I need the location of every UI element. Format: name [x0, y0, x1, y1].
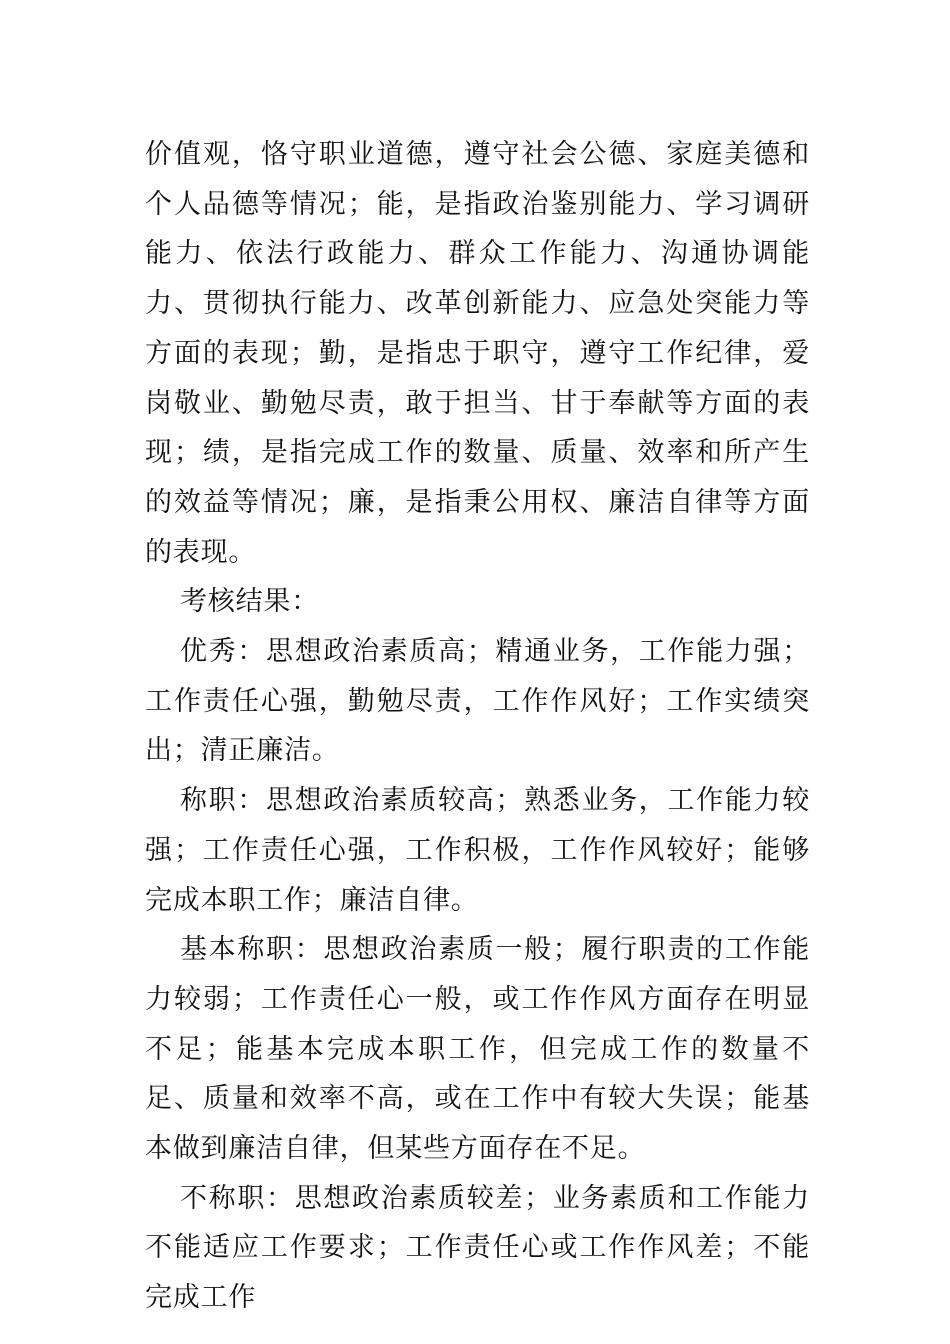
paragraph-results-heading: 考核结果：: [180, 586, 319, 618]
paragraph-basically-competent: 基本称职：思想政治素质一般；履行职责的工作能力较弱；工作责任心一般，或工作作风方面存在明显不足；能基本完成本职工作，但完成工作的数量不足、质量和效率不高，或在工作中有较大失误；能基本做到廉洁自律，但某些方面存在不足。: [145, 934, 810, 1165]
paragraph-incompetent: 不称职：思想政治素质较差；业务素质和工作能力不能适应工作要求；工作责任心或工作作风差；不能完成工作: [145, 1182, 810, 1314]
paragraph-excellent: 优秀：思想政治素质高；精通业务，工作能力强；工作责任心强，勤勉尽责，工作作风好；工作实绩突出；清正廉洁。: [145, 636, 810, 767]
paragraph-competent: 称职：思想政治素质较高；熟悉业务，工作能力较强；工作责任心强，工作积极，工作作风较好；能够完成本职工作；廉洁自律。: [145, 785, 810, 916]
paragraph-evaluation-criteria: 价值观，恪守职业道德，遵守社会公德、家庭美德和个人品德等情况；能，是指政治鉴别能力、学习调研能力、依法行政能力、群众工作能力、沟通协调能力、贯彻执行能力、改革创新能力、应急处突能力等方面的表现；勤，是指忠于职守，遵守工作纪律，爱岗敬业、勤勉尽责，敢于担当、甘于奉献等方面的表现；绩，是指完成工作的数量、质量、效率和所产生的效益等情况；廉，是指秉公用权、廉洁自律等方面的表现。: [145, 139, 810, 568]
document-body: [145, 130, 810, 1323]
